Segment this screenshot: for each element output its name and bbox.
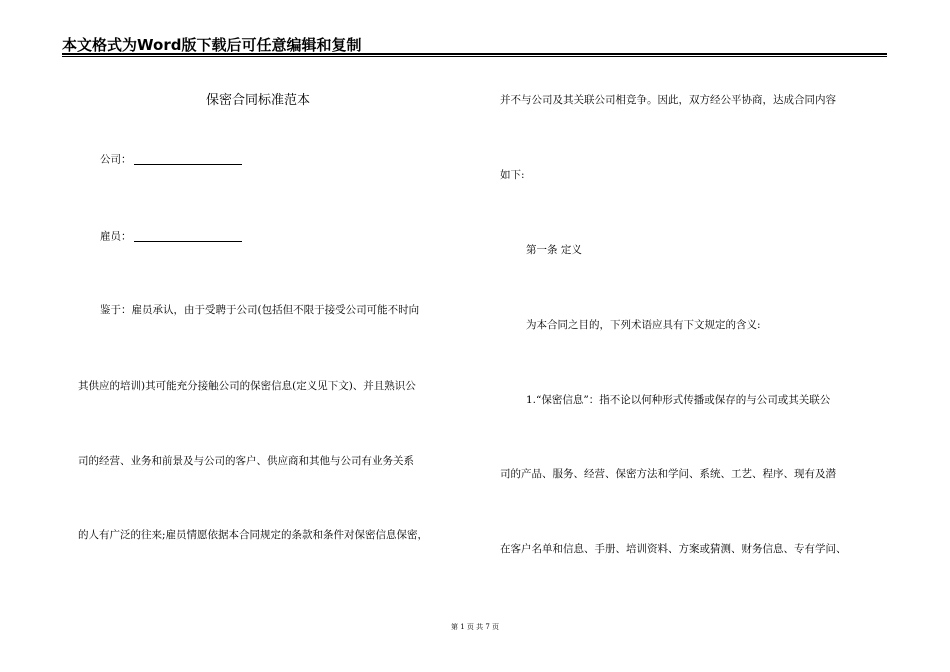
employee-blank	[134, 231, 242, 242]
paragraph-line: 如下:	[500, 169, 525, 181]
page-number: 第 1 页 共 7 页	[450, 623, 500, 631]
paragraph-line: 并不与公司及其关联公司相竞争。因此，双方经公平协商，达成合同内容	[500, 94, 836, 106]
document-header: 本文格式为Word版下载后可任意编辑和复制	[62, 36, 362, 54]
header-rule-thin	[62, 56, 887, 57]
paragraph-line: 为本合同之目的，下列术语应具有下文规定的含义:	[526, 319, 761, 331]
employee-label: 雇员：	[100, 230, 132, 243]
paragraph-line: 的人有广泛的往来;雇员情愿依据本合同规定的条款和条件对保密信息保密，	[78, 529, 429, 541]
document-title: 保密合同标准范本	[206, 93, 311, 108]
paragraph-line: 司的经营、业务和前景及与公司的客户、供应商和其他与公司有业务关系	[78, 455, 414, 467]
paragraph-line: 在客户名单和信息、手册、培训资料、方案或猜测、财务信息、专有学问、	[500, 543, 847, 555]
company-blank	[134, 154, 242, 165]
paragraph-line: 1.“保密信息”：指不论以何种形式传播或保存的与公司或其关联公	[526, 394, 831, 406]
paragraph-line: 鉴于：雇员承认，由于受聘于公司(包括但不限于接受公司可能不时向	[100, 304, 420, 316]
paragraph-line: 司的产品、服务、经营、保密方法和学问、系统、工艺、程序、现有及潜	[500, 468, 836, 480]
employee-field	[100, 231, 242, 242]
company-field	[100, 154, 242, 165]
paragraph-line: 其供应的培训)其可能充分接触公司的保密信息(定义见下文)、并且熟识公	[78, 380, 416, 392]
company-label: 公司：	[100, 153, 132, 166]
header-rule	[62, 53, 887, 55]
section-heading: 第一条 定义	[526, 244, 582, 256]
